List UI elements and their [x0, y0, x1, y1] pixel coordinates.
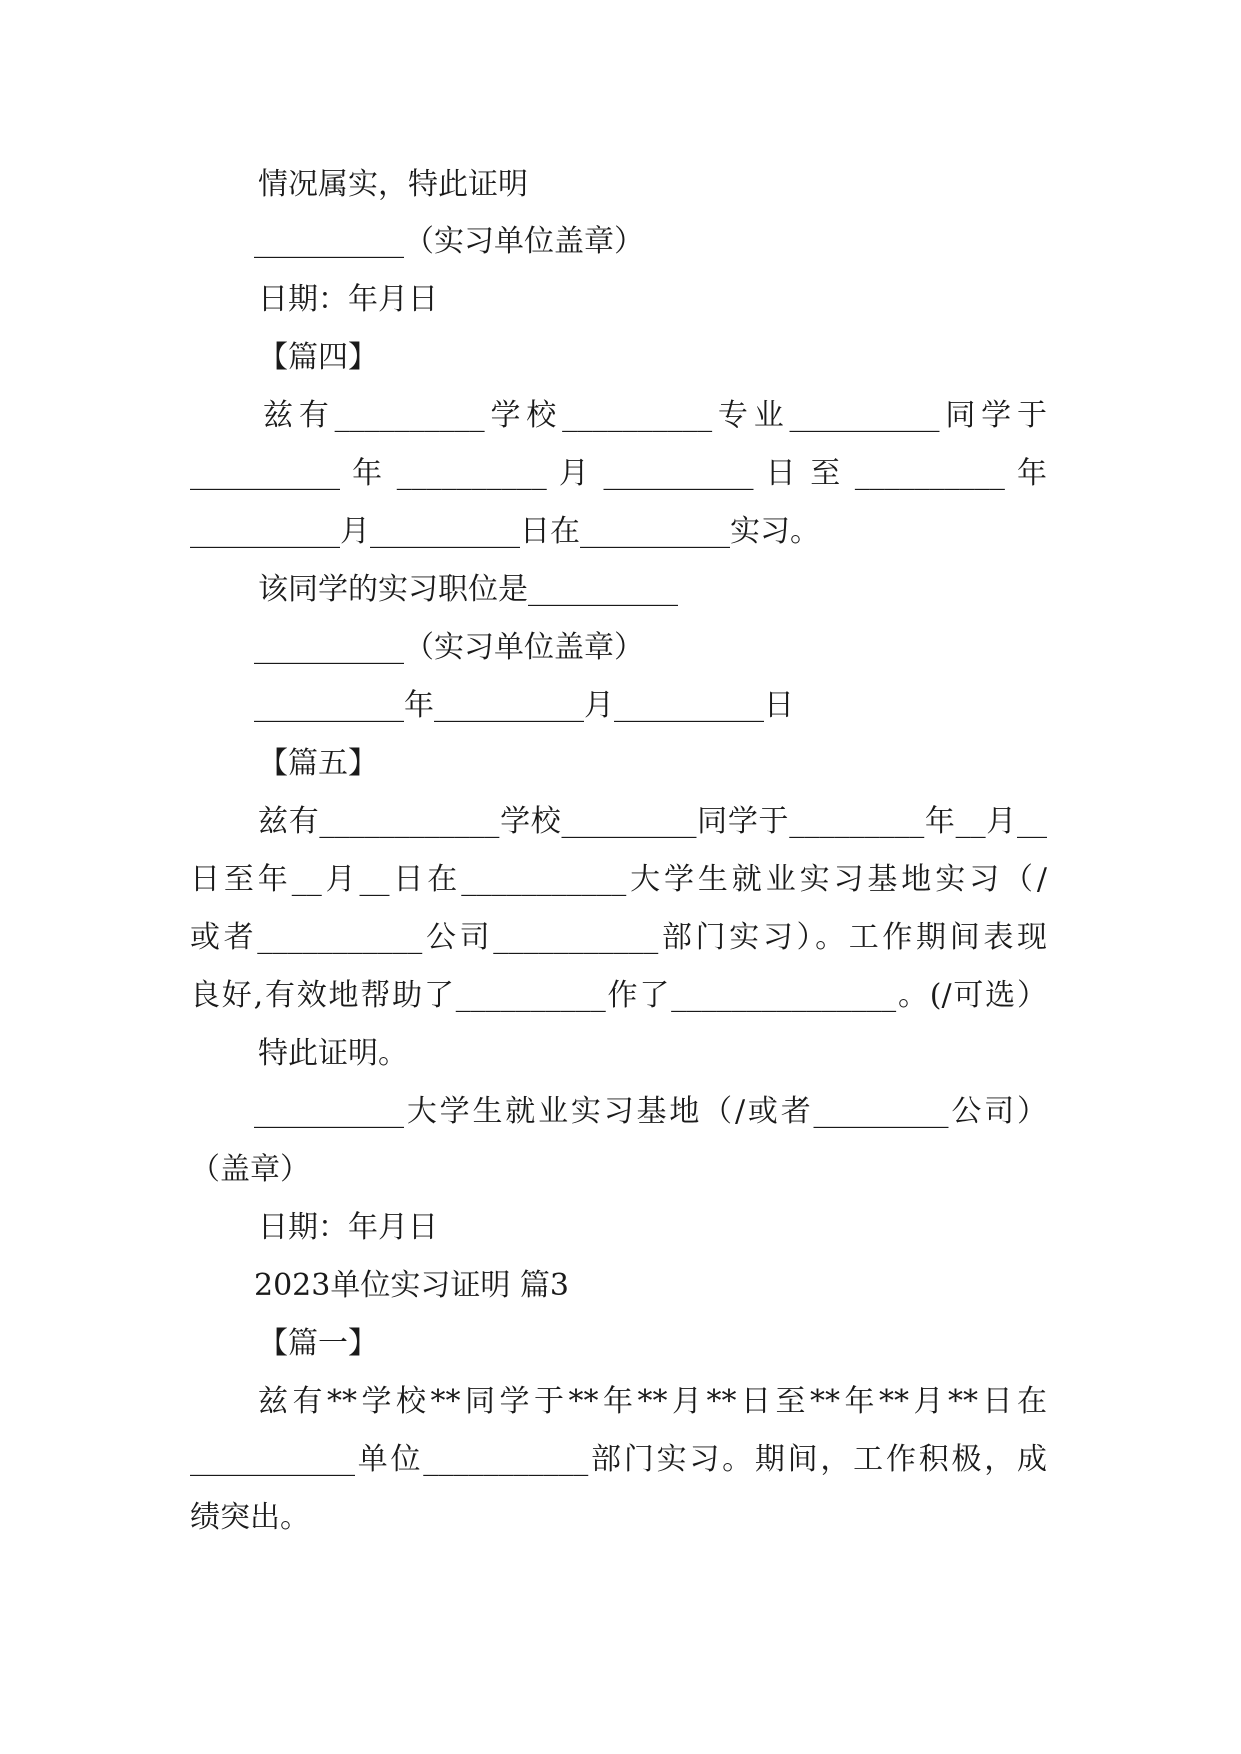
text-line: （盖章）	[190, 1152, 310, 1187]
document-heading: 2023单位实习证明 篇3	[254, 1268, 569, 1303]
text-line: 兹有__________学校__________专业__________同学于	[263, 398, 1047, 433]
text-line: 兹有**学校**同学于**年**月**日至**年**月**日在	[258, 1384, 1047, 1419]
text-line: 日至年__月__日在___________大学生就业实习基地实习（/	[190, 862, 1047, 897]
text-line: __________（实习单位盖章）	[254, 224, 644, 259]
section-heading: 【篇一】	[258, 1326, 378, 1361]
text-line: __________年__________月__________日	[254, 688, 794, 723]
text-line: __________大学生就业实习基地（/或者_________公司）	[254, 1094, 1047, 1129]
section-heading: 【篇四】	[258, 340, 378, 375]
text-line: 特此证明。	[258, 1036, 408, 1071]
text-line: 或者___________公司___________部门实习）。工作期间表现	[190, 920, 1047, 955]
text-line: __________月__________日在__________实习。	[190, 514, 820, 549]
text-line: __________ 年 __________ 月 __________ 日 至 __________ 年	[190, 456, 1047, 491]
section-heading: 【篇五】	[258, 746, 378, 781]
text-line: 兹有____________学校_________同学于_________年__月__	[258, 804, 1047, 839]
text-line: __________（实习单位盖章）	[254, 630, 644, 665]
text-line: 绩突出。	[190, 1500, 310, 1535]
text-line: ___________单位___________部门实习。期间，工作积极，成	[190, 1442, 1047, 1477]
text-line: 日期：年月日	[258, 282, 438, 317]
text-line: 良好,有效地帮助了__________作了_______________。(/可选）	[190, 978, 1047, 1013]
text-line: 日期：年月日	[258, 1210, 438, 1245]
text-line: 情况属实，特此证明	[258, 167, 528, 202]
text-line: 该同学的实习职位是__________	[258, 572, 678, 607]
